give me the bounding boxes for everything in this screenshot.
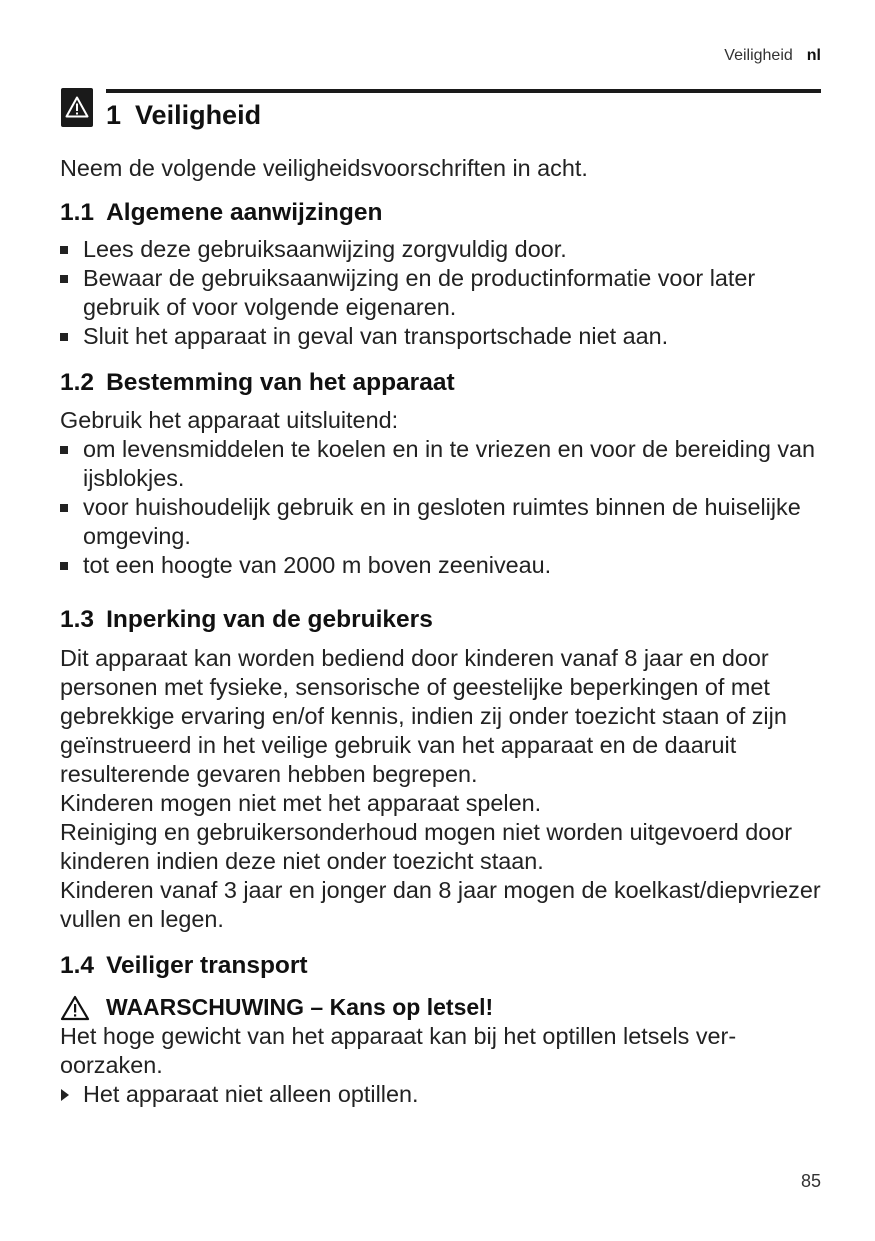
section-title: Bestemming van het apparaat: [106, 369, 455, 396]
step-text: Het apparaat niet alleen optillen.: [83, 1081, 419, 1107]
paragraph: Kinderen vanaf 3 jaar en jonger dan 8 jaar mogen de koelkast/​diepvriezer vullen en legen.: [60, 877, 821, 932]
chapter-heading: [106, 100, 261, 131]
list-item: [60, 322, 822, 351]
chapter-title: Veiligheid: [135, 100, 262, 130]
step-arrow-icon: [61, 1089, 69, 1101]
header-language: nl: [806, 47, 821, 64]
list-item-text: om levensmiddelen te koelen en in te vriezen en voor de bereiding van ijsblokjes.: [83, 436, 816, 491]
section-title: Algemene aanwijzingen: [106, 199, 383, 226]
list-item-text: Sluit het apparaat in geval van transportschade niet aan.: [83, 323, 669, 349]
section-number: 1.1: [60, 199, 95, 226]
warning-label: WAARSCHUWING – Kans op letsel!: [106, 994, 494, 1020]
bullet-square-icon: [60, 246, 68, 254]
section-heading-1-3: [60, 605, 822, 634]
section-heading-1-2: [60, 368, 822, 397]
page-body: [60, 154, 822, 1109]
section-title: Veiliger transport: [106, 952, 308, 979]
bullet-square-icon: [60, 275, 68, 283]
list-item: [60, 551, 822, 580]
paragraph: Kinderen mogen niet met het apparaat spelen.: [60, 790, 542, 816]
section-heading-1-4: [60, 951, 822, 980]
chapter-number: 1: [106, 100, 122, 130]
chapter-intro: Neem de volgende veiligheidsvoorschriften in acht.: [60, 155, 588, 181]
list-item-text: Bewaar de gebruiksaanwijzing en de productinformatie voor later gebruik of voor volgende eigenaren.: [83, 265, 756, 320]
paragraph: Dit apparaat kan worden bediend door kinderen vanaf 8 jaar en door personen met fysieke, sensorische of geestelijke beperkingen of met gebrekkige ervaring en/of kennis, indien zij onder toezicht staan of zijn geïnstrueerd in het veilige gebruik van het apparaat en de daaruit resulterende gevaren hebben begrepen.: [60, 645, 787, 787]
paragraph: Reiniging en gebruikersonderhoud mogen niet worden uitgevoerd door kinderen indien deze niet onder toezicht staan.: [60, 819, 793, 874]
section-number: 1.4: [60, 952, 95, 979]
warning-heading: [60, 993, 822, 1022]
list-item-text: Lees deze gebruiksaanwijzing zorgvuldig door.: [83, 236, 567, 262]
warning-icon: [60, 995, 90, 1021]
list-item-text: tot een hoogte van 2000 m boven zeeniveau.: [83, 552, 552, 578]
bullet-list-general: [60, 235, 822, 351]
warning-icon: [65, 96, 89, 118]
warning-text: Het hoge gewicht van het apparaat kan bij het optillen letsels veroorzaken.: [60, 1023, 737, 1078]
list-item-text: voor huishoudelijk gebruik en in gesloten ruimtes binnen de huiselijke omgeving.: [83, 494, 801, 549]
list-item: [60, 235, 822, 264]
chapter-warning-icon: [61, 88, 93, 127]
bullet-square-icon: [60, 333, 68, 341]
list-item: [60, 493, 822, 551]
header-section: Veiligheid: [724, 47, 793, 64]
instruction-step: [60, 1080, 822, 1109]
list-item: [60, 264, 822, 322]
bullet-square-icon: [60, 562, 68, 570]
section-heading-1-1: [60, 198, 822, 227]
bullet-square-icon: [60, 504, 68, 512]
section-intro: Gebruik het apparaat uitsluitend:: [60, 407, 399, 433]
section-number: 1.3: [60, 606, 95, 633]
running-header: [724, 47, 821, 65]
section-title: Inperking van de gebruikers: [106, 606, 433, 633]
bullet-list-intended-use: [60, 435, 822, 580]
section-number: 1.2: [60, 369, 95, 396]
list-item: [60, 435, 822, 493]
page-number: 85: [800, 1171, 821, 1191]
chapter-rule: [106, 89, 821, 93]
bullet-square-icon: [60, 446, 68, 454]
